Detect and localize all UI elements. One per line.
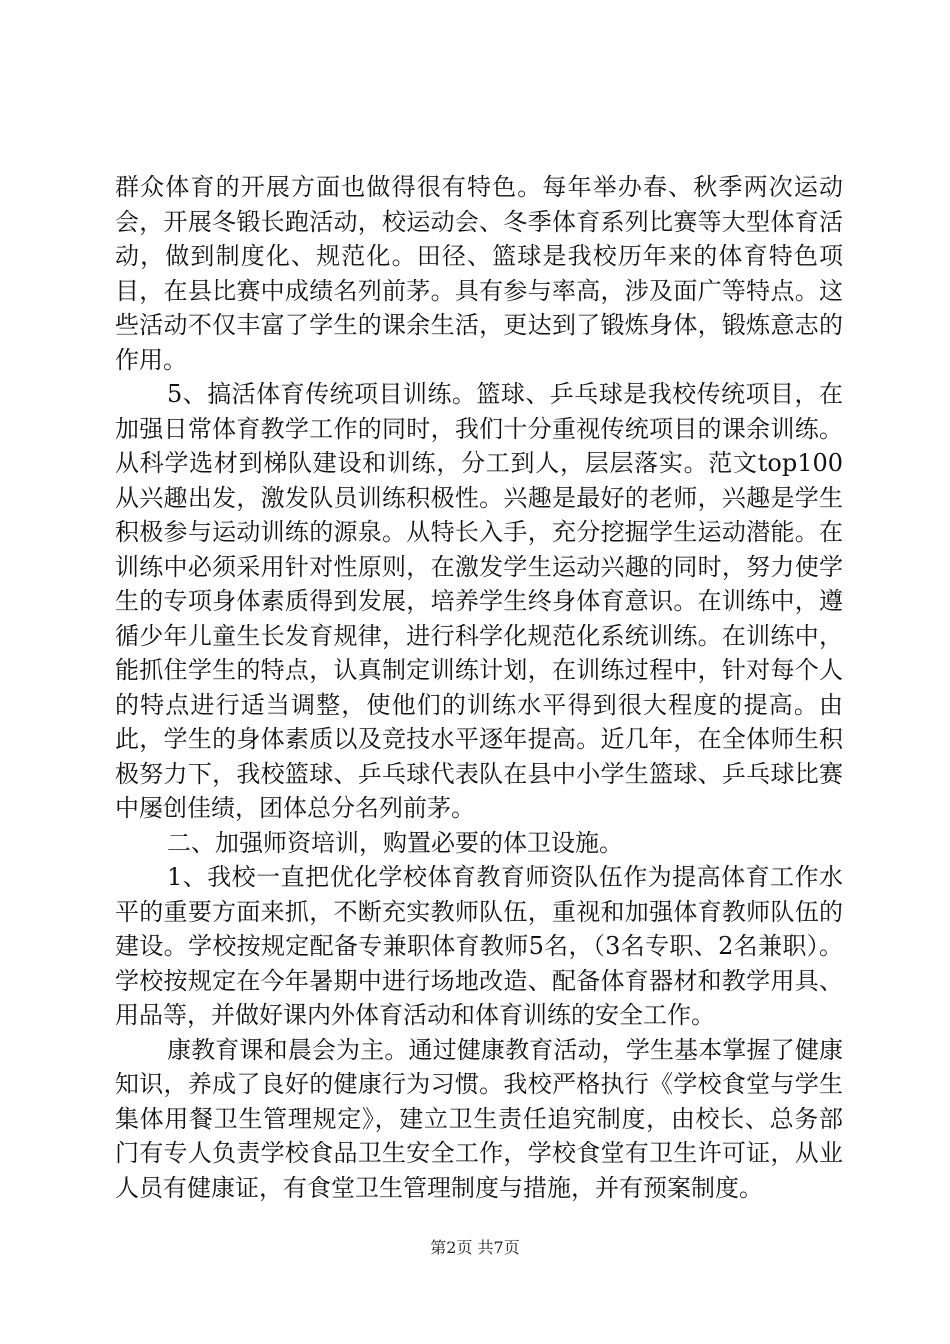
- paragraph-sports-activities: 群众体育的开展方面也做得很有特色。每年举办春、秋季两次运动会，开展冬锻长跑活动，校运动会、冬季体育系列比赛等大型体育活动，做到制度化、规范化。田径、篮球是我校历年来的体育特色项目，在县比赛中成绩名列前茅。具有参与率高，涉及面广等特点。这些活动不仅丰富了学生的课余生活，更达到了锻炼身体，锻炼意志的作用。: [115, 173, 843, 374]
- paragraph-health-education: 康教育课和晨会为主。通过健康教育活动，学生基本掌握了健康知识，养成了良好的健康行为习惯。我校严格执行《学校食堂与学生集体用餐卫生管理规定》，建立卫生责任追究制度，由校长、总务部门有专人负责学校食品卫生安全工作，学校食堂有卫生许可证，从业人员有健康证，有食堂卫生管理制度与措施，并有预案制度。: [115, 1035, 843, 1202]
- page-footer: 第2页 共7页: [430, 1238, 520, 1257]
- section-heading-teacher-training: 二、加强师资培训，购置必要的体卫设施。: [167, 828, 623, 857]
- document-body: [115, 170, 843, 1205]
- paragraph-traditional-training: 5、搞活体育传统项目训练。篮球、乒乓球是我校传统项目，在加强日常体育教学工作的同时，我们十分重视传统项目的课余训练。从科学选材到梯队建设和训练，分工到人，层层落实。范文top100从兴趣出发，激发队员训练积极性。兴趣是最好的老师，兴趣是学生积极参与运动训练的源泉。从特长入手，充分挖掘学生运动潜能。在训练中必须采用针对性原则，在激发学生运动兴趣的同时，努力使学生的专项身体素质得到发展，培养学生终身体育意识。在训练中，遵循少年儿童生长发育规律，进行科学化规范化系统训练。在训练中，能抓住学生的特点，认真制定训练计划，在训练过程中，针对每个人的特点进行适当调整，使他们的训练水平得到很大程度的提高。由此，学生的身体素质以及竞技水平逐年提高。近几年，在全体师生积极努力下，我校篮球、乒乓球代表队在县中小学生篮球、乒乓球比赛中屡创佳绩，团体总分名列前茅。: [115, 380, 843, 822]
- paragraph-teacher-staffing: 1、我校一直把优化学校体育教育师资队伍作为提高体育工作水平的重要方面来抓，不断充实教师队伍，重视和加强体育教师队伍的建设。学校按规定配备专兼职体育教师5名，（3名专职、2名兼职）。学校按规定在今年暑期中进行场地改造、配备体育器材和教学用具、用品等，并做好课内外体育活动和体育训练的安全工作。: [115, 863, 843, 1029]
